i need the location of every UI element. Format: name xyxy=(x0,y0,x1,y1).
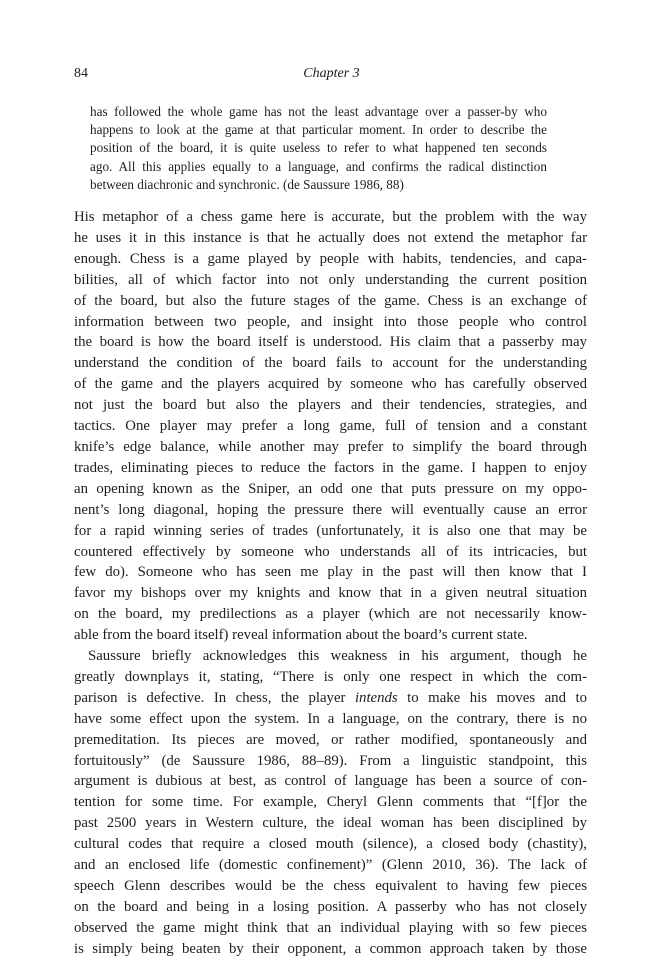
text-line: favor my bishops over my knights and know that in a given neutral situation xyxy=(74,585,587,602)
text-segment: parison is defective. In chess, the player xyxy=(74,689,355,706)
text-line: premeditation. Its pieces are moved, or rather modified, spontaneously and xyxy=(74,731,587,748)
text-line: bilities, all of which factor into not only understanding the current position xyxy=(74,271,587,288)
text-line: few do). Someone who has seen me play in the past will then know that I xyxy=(74,564,587,581)
text-line: past 2500 years in Western culture, the ideal woman has been disciplined by xyxy=(74,815,587,832)
text-line: information between two people, and insight into those people who control xyxy=(74,313,587,330)
body-text xyxy=(74,207,587,960)
emphasis-intends: intends xyxy=(354,689,398,706)
text-line: countered effectively by someone who understands all of its intricacies, but xyxy=(74,543,587,560)
quote-line: happens to look at the game at that particular moment. In order to describe the xyxy=(90,122,547,138)
page-number: 84 xyxy=(74,66,88,81)
text-line: he uses it in this instance is that he actually does not extend the metaphor far xyxy=(74,229,587,246)
text-segment: to make his moves and to xyxy=(397,689,587,706)
text-line: knife’s edge balance, while another may prefer to simplify the board through xyxy=(74,438,587,455)
text-line: for a rapid winning series of trades (unfortunately, it is also one that may be xyxy=(74,522,587,539)
text-line: tactics. One player may prefer a long game, full of tension and a constant xyxy=(74,418,587,435)
text-line: on the board and being in a losing position. A passerby who has not closely xyxy=(74,898,587,915)
quote-line: ago. All this applies equally to a language, and confirms the radical distinction xyxy=(90,158,547,174)
text-line: is simply being beaten by their opponent, a common approach taken by those xyxy=(74,940,587,957)
paragraph-2 xyxy=(74,646,587,960)
text-line xyxy=(74,688,587,709)
page-header xyxy=(74,66,589,86)
text-line: understand the condition of the board fails to account for the understanding xyxy=(74,355,587,372)
paragraph-1 xyxy=(74,207,587,646)
text-line: of the game and the players acquired by someone who has carefully observed xyxy=(74,376,587,393)
text-line: trades, eliminating pieces to reduce the factors in the game. I happen to enjoy xyxy=(74,459,587,476)
text-line: Saussure briefly acknowledges this weakness in his argument, though he xyxy=(88,648,587,665)
text-line: nent’s long diagonal, hoping the pressure there will eventually cause an error xyxy=(74,501,587,518)
text-line: argument is dubious at best, as control of language has been a source of con- xyxy=(74,773,587,790)
text-line: able from the board itself) reveal information about the board’s current state. xyxy=(74,627,528,644)
text-line: not just the board but also the players and their tendencies, strategies, and xyxy=(74,397,587,414)
running-head: Chapter 3 xyxy=(303,66,360,81)
quote-line: between diachronic and synchronic. (de Saussure 1986, 88) xyxy=(90,176,404,192)
text-line: an opening known as the Sniper, an odd one that puts pressure on my oppo- xyxy=(74,480,587,497)
text-line: greatly downplays it, stating, “There is only one respect in which the com- xyxy=(74,668,587,685)
text-line: on the board, my predilections as a player (which are not necessarily know- xyxy=(74,606,587,623)
text-line: and an enclosed life (domestic confinement)” (Glenn 2010, 36). The lack of xyxy=(74,857,587,874)
text-line: speech Glenn describes would be the chess equivalent to having few pieces xyxy=(74,878,587,894)
block-quote xyxy=(90,103,547,194)
quote-line: position of the board, it is quite useless to refer to what happened ten seconds xyxy=(90,140,547,156)
text-line: cultural codes that require a closed mouth (silence), a closed body (chastity), xyxy=(74,836,587,853)
text-line: His metaphor of a chess game here is accurate, but the problem with the way xyxy=(74,209,587,225)
quote-line: has followed the whole game has not the least advantage over a passer-by who xyxy=(90,104,547,119)
text-line: tention for some time. For example, Cheryl Glenn comments that “[f]or the xyxy=(74,794,587,811)
text-line: observed the game might think that an individual playing with so few pieces xyxy=(74,919,587,936)
text-line: have some effect upon the system. In a language, on the contrary, there is no xyxy=(74,710,587,727)
text-line: of the board, but also the future stages of the game. Chess is an exchange of xyxy=(74,292,587,309)
text-line: the board is how the board itself is understood. His claim that a passerby may xyxy=(74,334,587,351)
text-line: fortuitously” (de Saussure 1986, 88–89). From a linguistic standpoint, this xyxy=(74,752,587,769)
text-line: enough. Chess is a game played by people with habits, tendencies, and capa- xyxy=(74,250,587,267)
